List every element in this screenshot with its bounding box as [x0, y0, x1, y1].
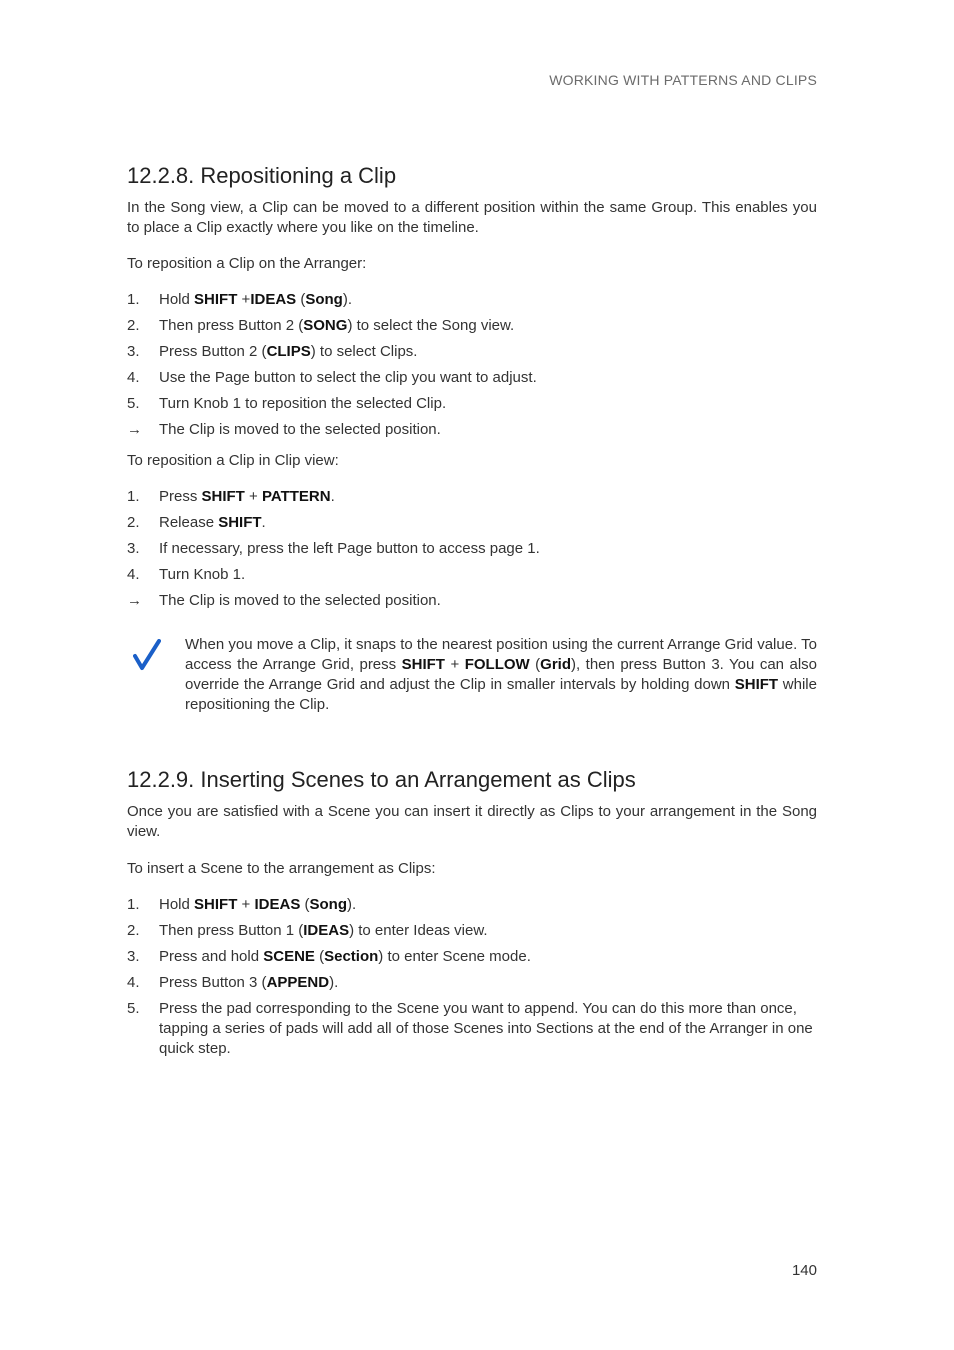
- step-text: Press Button 3 (APPEND).: [159, 974, 339, 991]
- step-number: 5.: [127, 395, 140, 412]
- step-item: [127, 513, 817, 536]
- step-number: 1.: [127, 896, 140, 913]
- step-text: Then press Button 1 (IDEAS) to enter Ideas view.: [159, 922, 488, 939]
- keyword: IDEAS: [250, 291, 297, 308]
- step-number: 2.: [127, 317, 140, 334]
- step-text: Press the pad corresponding to the Scene you want to append. You can do this more than once, tapping a series of pads will add all of those Scenes into Sections at the end of the Arranger in one quick step.: [159, 1000, 813, 1057]
- keyword: Song: [309, 896, 347, 913]
- step-text: Use the Page button to select the clip you want to adjust.: [159, 369, 537, 386]
- running-header: WORKING WITH PATTERNS AND CLIPS: [549, 72, 817, 88]
- keyword: APPEND: [266, 974, 330, 991]
- clipview-lead-text: To reposition a Clip in Clip view:: [127, 452, 339, 469]
- step-number: 3.: [127, 948, 140, 965]
- step-item: [127, 342, 817, 365]
- section-2-intro: Once you are satisfied with a Scene you can insert it directly as Clips to your arrangement in the Song view.: [127, 803, 817, 840]
- scene-steps: [127, 895, 817, 1062]
- step-text: Turn Knob 1.: [159, 566, 246, 583]
- keyword: IDEAS: [303, 922, 350, 939]
- section-1: [127, 162, 817, 238]
- step-item: [127, 999, 817, 1059]
- step-text: Hold SHIFT + IDEAS (Song).: [159, 896, 357, 913]
- step-text: If necessary, press the left Page button to access page 1.: [159, 540, 540, 557]
- keyword: Section: [324, 948, 379, 965]
- arranger-steps-list: [127, 290, 817, 443]
- step-text: The Clip is moved to the selected position.: [159, 592, 441, 609]
- step-item: [127, 973, 817, 996]
- clipview-steps: [127, 487, 817, 617]
- arranger-lead-text: To reposition a Clip on the Arranger:: [127, 255, 367, 272]
- step-item: [127, 487, 817, 510]
- step-number: 4.: [127, 566, 140, 583]
- keyword: SHIFT: [401, 656, 445, 673]
- step-text: Press Button 2 (CLIPS) to select Clips.: [159, 343, 418, 360]
- checkmark-icon: [133, 639, 161, 671]
- step-item: [127, 565, 817, 588]
- step-text: Press and hold SCENE (Section) to enter Scene mode.: [159, 948, 531, 965]
- page-number: 140: [791, 1262, 817, 1279]
- step-number: 3.: [127, 343, 140, 360]
- result-arrow: →: [127, 592, 142, 609]
- keyword: SHIFT: [734, 676, 779, 693]
- keyword: IDEAS: [254, 896, 301, 913]
- keyword: SHIFT: [218, 514, 262, 531]
- keyword: SHIFT: [194, 896, 238, 913]
- keyword: SHIFT: [201, 488, 245, 505]
- scene-lead: [127, 859, 817, 879]
- step-number: 2.: [127, 922, 140, 939]
- keyword: Grid: [540, 656, 572, 673]
- scene-steps-list: [127, 895, 817, 1059]
- section-1-intro: In the Song view, a Clip can be moved to a different position within the same Group. This enables you to place a Clip exactly where you like on the timeline.: [127, 199, 817, 236]
- section-2-title: 12.2.9. Inserting Scenes to an Arrangement as Clips: [127, 767, 636, 792]
- step-text: Release SHIFT.: [159, 514, 266, 531]
- step-text: Press SHIFT + PATTERN.: [159, 488, 335, 505]
- result-arrow: →: [127, 421, 142, 438]
- result-item: [127, 420, 817, 443]
- step-item: [127, 895, 817, 918]
- step-item: [127, 290, 817, 313]
- step-number: 2.: [127, 514, 140, 531]
- note-box: [127, 635, 817, 715]
- section-2: [127, 766, 817, 842]
- keyword: SCENE: [263, 948, 315, 965]
- keyword: SONG: [303, 317, 348, 334]
- keyword: Song: [305, 291, 343, 308]
- step-text: The Clip is moved to the selected position.: [159, 421, 441, 438]
- keyword: FOLLOW: [464, 656, 530, 673]
- step-item: [127, 539, 817, 562]
- keyword: SHIFT: [194, 291, 238, 308]
- step-item: [127, 368, 817, 391]
- clipview-lead: [127, 451, 817, 471]
- step-number: 1.: [127, 291, 140, 308]
- step-number: 4.: [127, 974, 140, 991]
- section-1-title: 12.2.8. Repositioning a Clip: [127, 163, 397, 188]
- step-number: 3.: [127, 540, 140, 557]
- keyword: PATTERN: [261, 488, 331, 505]
- keyword: CLIPS: [266, 343, 311, 360]
- result-item: [127, 591, 817, 614]
- step-number: 1.: [127, 488, 140, 505]
- step-text: Turn Knob 1 to reposition the selected Clip.: [159, 395, 447, 412]
- step-item: [127, 947, 817, 970]
- step-item: [127, 316, 817, 339]
- step-number: 5.: [127, 1000, 140, 1017]
- step-number: 4.: [127, 369, 140, 386]
- scene-lead-text: To insert a Scene to the arrangement as Clips:: [127, 860, 436, 877]
- note-text: When you move a Clip, it snaps to the nearest position using the current Arrange Grid value. To access the Arrange Grid, press SHIFT + FOLLOW (Grid), then press Button 3. You can also override the Arrange Grid and adjust the Clip in smaller intervals by holding down SHIFT while repositioning the Clip.: [185, 636, 817, 713]
- arranger-lead: [127, 254, 817, 274]
- step-item: [127, 394, 817, 417]
- step-item: [127, 921, 817, 944]
- arranger-steps: [127, 290, 817, 446]
- step-text: Hold SHIFT +IDEAS (Song).: [159, 291, 352, 308]
- clipview-steps-list: [127, 487, 817, 614]
- step-text: Then press Button 2 (SONG) to select the Song view.: [159, 317, 515, 334]
